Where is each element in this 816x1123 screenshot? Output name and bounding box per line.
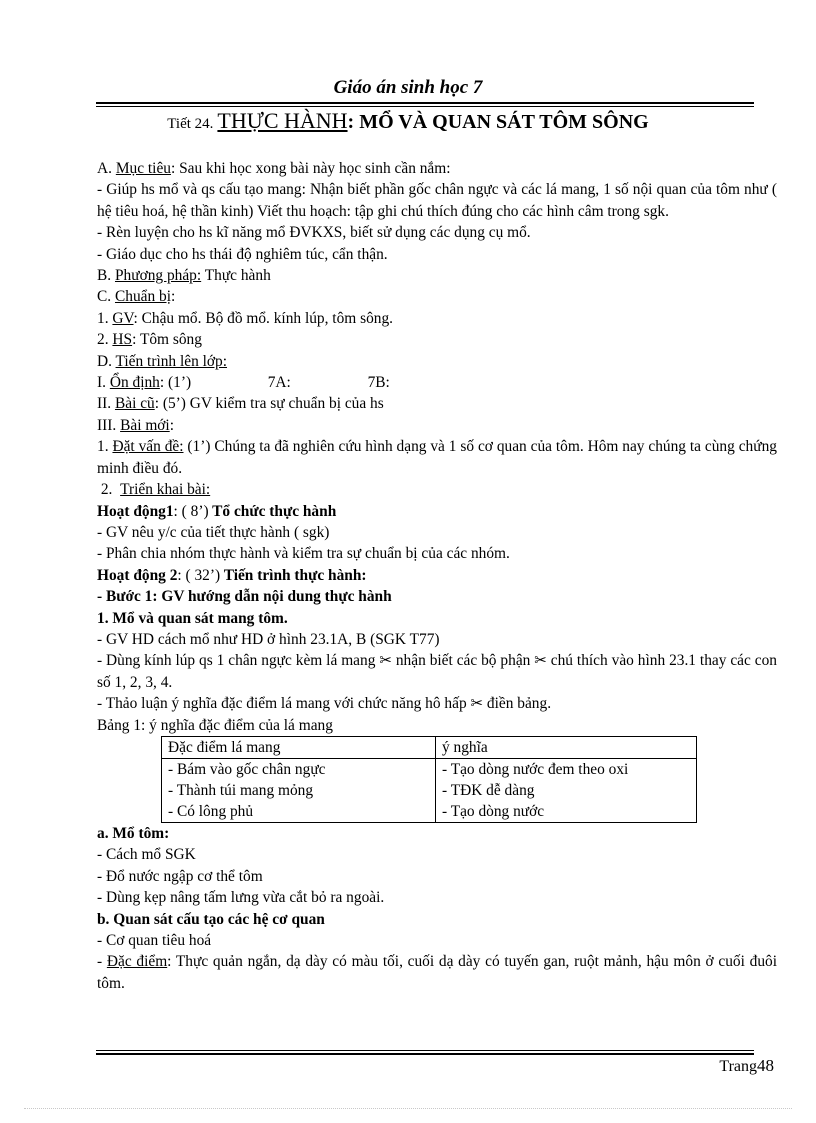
dvd-number: 1. <box>97 438 109 456</box>
dac-diem-paragraph: - Đặc điểm: Thực quản ngắn, dạ dày có màu tối, cuối dạ dày có tuyến gan, ruột mảnh, hậu môn ở cuối đuôi tôm. <box>97 953 777 992</box>
header-rule-thick <box>96 102 754 104</box>
footer-label: Trang <box>719 1058 757 1075</box>
page-bottom-dotted-line <box>24 1108 792 1109</box>
line3-part-b: điền bảng. <box>483 695 552 713</box>
section-d-title: Tiến trình lên lớp: <box>115 352 228 370</box>
section-c-title: Chuẩn bị <box>114 288 171 306</box>
scissors-icon: ✂ <box>470 694 484 713</box>
section-b <box>97 265 777 286</box>
subsection-a-item: - Dùng kẹp nâng tấm lưng vừa cắt bỏ ra ngoài. <box>97 889 385 907</box>
instruction-line: - GV HD cách mổ như HD ở hình 23.1A, B (SGK T77) <box>97 630 440 648</box>
d-iii-number: III. <box>97 416 117 434</box>
section-a-item: - Rèn luyện cho hs kĩ năng mổ ĐVKXS, biết sử dụng các dụng cụ mổ. <box>97 224 531 242</box>
lesson-prefix: Tiết 24. <box>167 116 214 132</box>
table-header-row <box>162 736 697 758</box>
subsection-b: b. Quan sát cấu tạo các hệ cơ quan <box>97 910 325 928</box>
trien-khai-bai <box>97 479 777 500</box>
activity-1-item: - GV nêu y/c của tiết thực hành ( sgk) <box>97 523 330 541</box>
section-c-heading <box>97 286 777 307</box>
hs-number: 2. <box>97 331 109 349</box>
section-a-heading <box>97 158 777 179</box>
table-cell-line: - TĐK dễ dàng <box>442 781 535 799</box>
table-cell-line: - Tạo dòng nước <box>442 802 545 820</box>
table-header-cell: ý nghĩa <box>436 736 697 758</box>
section-d-i <box>97 372 777 393</box>
table-cell-line: - Có lông phủ <box>168 802 254 820</box>
section-b-title: Phương pháp: <box>114 267 202 285</box>
subsection-1: 1. Mổ và quan sát mang tôm. <box>97 609 288 627</box>
section-c-label: C. <box>97 288 112 306</box>
instruction-line <box>97 650 777 693</box>
tkb-number: 2. <box>100 481 113 499</box>
activity-1-title: Tổ chức thực hành <box>208 502 337 520</box>
activity-2-label: Hoạt động 2 <box>97 566 178 584</box>
activity-2-time: : ( 32’) <box>177 566 221 584</box>
dac-diem-text: : Thực quản ngắn, dạ dày có màu tối, cuối dạ dày có tuyến gan, ruột mảnh, hậu môn ở cuối đuôi tôm. <box>97 953 777 992</box>
section-d-iii <box>97 415 777 436</box>
footer-rule-thin <box>96 1050 754 1051</box>
scissors-icon: ✂ <box>379 651 392 670</box>
d-iii-suffix: : <box>169 416 174 434</box>
lesson-heading-rest: : MỔ VÀ QUAN SÁT TÔM SÔNG <box>347 111 649 133</box>
d-iii-label: Bài mới <box>120 416 170 434</box>
section-a-intro: : Sau khi học xong bài này học sinh cần nắm: <box>170 160 451 177</box>
gv-number: 1. <box>97 309 109 327</box>
d-i-label: Ổn định <box>109 374 160 392</box>
table-cell-characteristics <box>162 758 436 822</box>
section-c-suffix: : <box>171 288 176 306</box>
table-cell-line: - Bám vào gốc chân ngực <box>168 760 326 778</box>
line3-part-a: - Thảo luận ý nghĩa đặc điểm lá mang với chức năng hô hấp <box>97 695 471 713</box>
lesson-heading-underlined: THỰC HÀNH <box>217 108 348 133</box>
gv-label: GV <box>112 309 134 327</box>
subsection-b-item: - Cơ quan tiêu hoá <box>97 932 212 949</box>
activity-1-label: Hoạt động1 <box>97 502 174 520</box>
table-header-cell: Đặc điểm lá mang <box>162 736 436 758</box>
line2-part-c: chú thích vào hình 23.1 thay các con số 1, 2, 3, 4. <box>97 652 777 691</box>
d-ii-label: Bài cũ <box>114 395 155 413</box>
subsection-a: a. Mổ tôm: <box>97 824 170 842</box>
dat-van-de <box>97 436 777 479</box>
d-ii-text: : (5’) GV kiểm tra sự chuẩn bị của hs <box>154 395 384 413</box>
section-a-item: - Giáo dục cho hs thái độ nghiêm túc, cẩn thận. <box>97 245 388 263</box>
activity-1-item: - Phân chia nhóm thực hành và kiểm tra sự chuẩn bị của các nhóm. <box>97 545 510 563</box>
line2-part-a: - Dùng kính lúp qs 1 chân ngực kèm lá mang <box>97 652 380 670</box>
class-7a: 7A: <box>267 374 291 392</box>
section-b-text: Thực hành <box>201 267 271 285</box>
step-1: - Bước 1: GV hướng dẫn nội dung thực hành <box>97 588 392 606</box>
section-d-heading <box>97 351 777 372</box>
footer-rule-thick <box>96 1053 754 1055</box>
section-a-item: - Giúp hs mổ và qs cấu tạo mang: Nhận biết phần gốc chân ngực và các lá mang, 1 số nội quan của tôm như ( hệ tiêu hoá, hệ thần kinh) Viết thu hoạch: tập ghi chú thích đúng cho các hình câm trong sgk. <box>97 181 777 220</box>
lesson-title <box>0 108 816 134</box>
table-caption: Bảng 1: ý nghĩa đặc điểm của lá mang <box>97 716 333 734</box>
document-body <box>97 158 777 994</box>
section-d-label: D. <box>97 352 112 370</box>
class-7b: 7B: <box>367 374 390 392</box>
subsection-a-item: - Đổ nước ngập cơ thể tôm <box>97 867 263 885</box>
section-d-ii <box>97 393 777 414</box>
dac-diem-label: Đặc điểm <box>106 953 168 971</box>
gill-characteristics-table <box>161 736 697 823</box>
page-number: 48 <box>757 1056 774 1075</box>
section-a-label: A. <box>97 160 112 177</box>
document-header-title: Giáo án sinh học 7 <box>333 77 483 98</box>
page-footer <box>719 1056 774 1076</box>
table-cell-line: - Tạo dòng nước đem theo oxi <box>442 760 629 778</box>
d-ii-number: II. <box>97 395 112 413</box>
section-b-label: B. <box>97 267 112 285</box>
dvd-label: Đặt vấn đề: <box>112 438 184 456</box>
dvd-text: (1’) Chúng ta đã nghiên cứu hình dạng và 1 số cơ quan của tôm. Hôm nay chúng ta cùng chứng minh điều đó. <box>97 438 777 477</box>
line2-part-b: nhận biết các bộ phận <box>391 652 535 670</box>
table-cell-line: - Thành túi mang mỏng <box>168 781 314 799</box>
d-i-number: I. <box>97 374 106 392</box>
section-c-gv <box>97 308 777 329</box>
tkb-label: Triển khai bài: <box>120 481 211 499</box>
table-cell-meaning <box>436 758 697 822</box>
table-row <box>162 758 697 822</box>
subsection-a-item: - Cách mổ SGK <box>97 846 196 864</box>
section-a-title: Mục tiêu <box>115 160 171 177</box>
hs-text: : Tôm sông <box>132 331 202 349</box>
scissors-icon: ✂ <box>534 651 547 670</box>
d-i-text: : (1’) <box>159 374 192 392</box>
hs-label: HS <box>112 331 133 349</box>
activity-2-heading <box>97 565 777 586</box>
instruction-line <box>97 693 777 714</box>
activity-1-heading <box>97 501 777 522</box>
header-rule-thin <box>96 106 754 107</box>
gv-text: : Chậu mổ. Bộ đồ mổ. kính lúp, tôm sông. <box>133 309 394 327</box>
section-c-hs <box>97 329 777 350</box>
activity-1-time: : ( 8’) <box>173 502 209 520</box>
activity-2-title: Tiến trình thực hành: <box>220 566 367 584</box>
